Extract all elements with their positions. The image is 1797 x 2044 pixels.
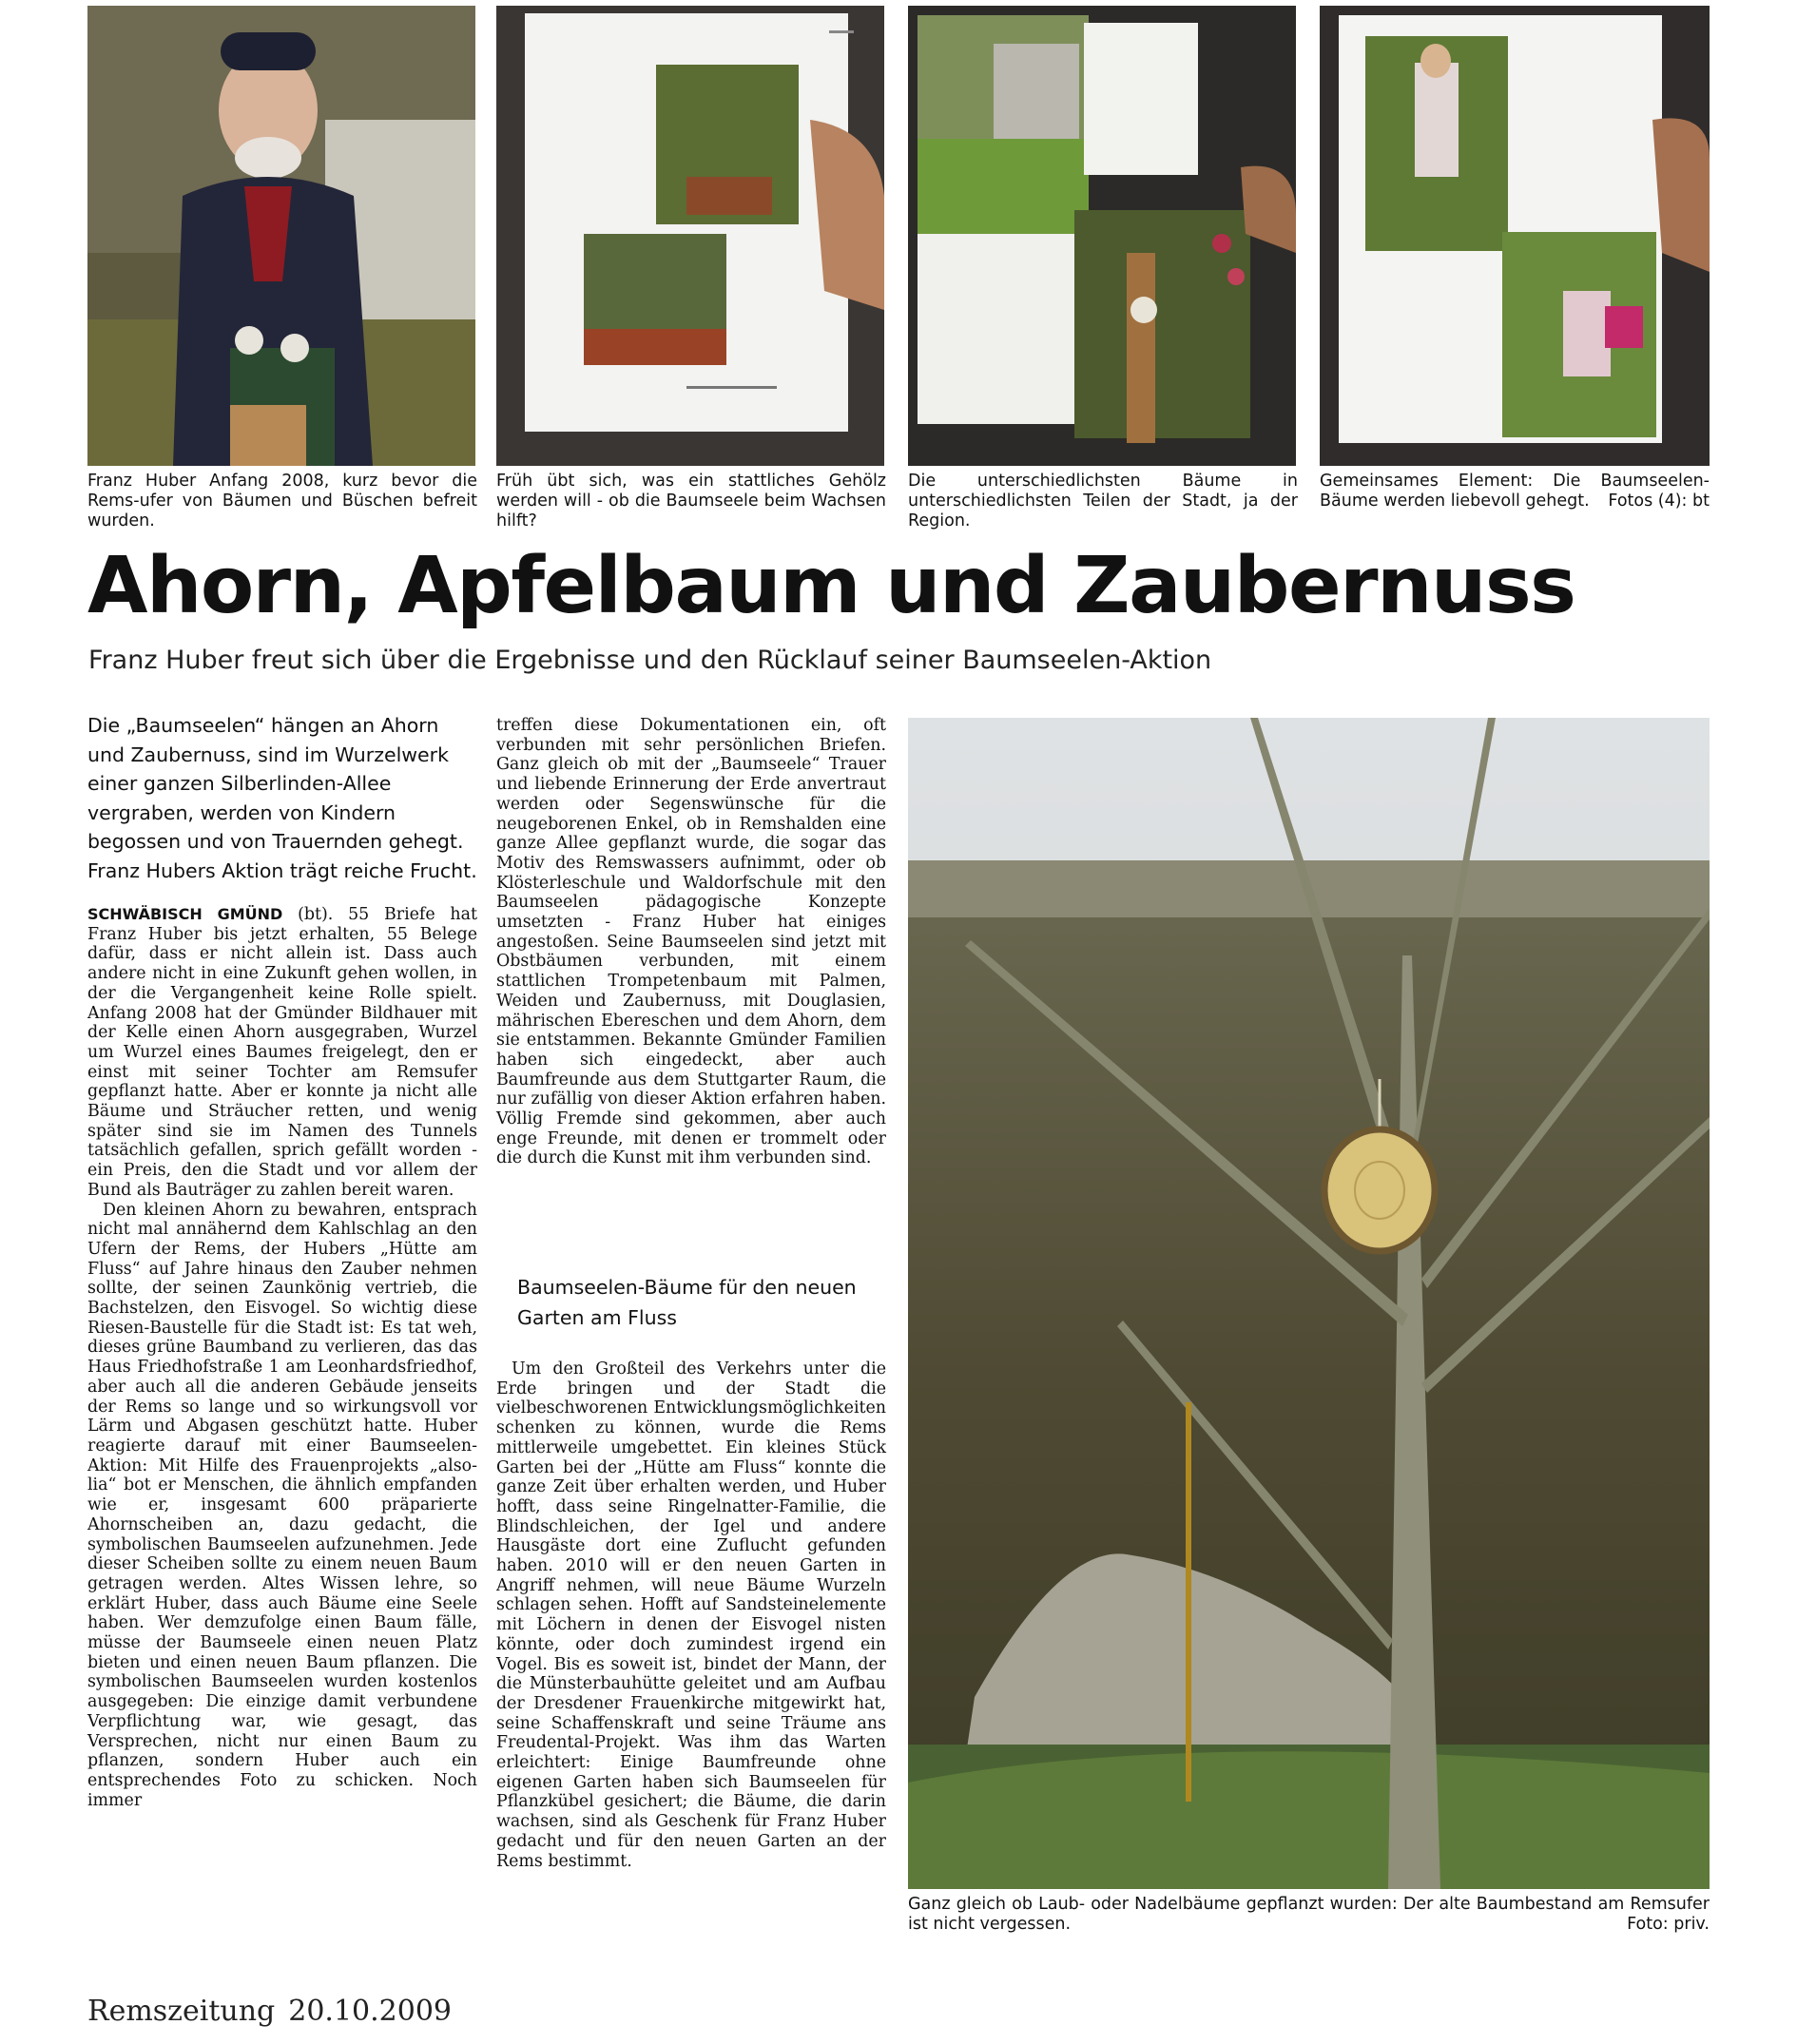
paragraph: treffen diese Dokumentationen ein, oft verbunden mit sehr persönlichen Briefen. Ganz gleich ob mit der „Baumseele“ Trauer und liebende Erinnerung der Erde anvertraut werden oder Segenswünsche für die neugeborenen Enkel, ob in Remshalden eine ganze Allee gepflanzt wurde, die sogar das Motiv des Remswassers aufnimmt, oder ob Klösterleschule und Waldorfschule mit den Baumseelen pädagogische Konzepte umsetzten - Franz Huber hat einiges angestoßen. Seine Baumseelen sind jetzt mit Obstbäumen verbunden, mit einem stattlichen Trompetenbaum mit Palmen, Weiden und Zaubernuss, mit Douglasien, mährischen Ebereschen und dem Ahorn, dem sie entstammen. Bekannte Gmünder Familien haben sich eingedeckt, aber auch Baumfreunde aus dem Stuttgarter Raum, die nur zufällig von dieser Aktion erfahren haben. Völlig Fremde sind gekommen, aber auch enge Freunde, mit denen er trommelt oder die durch die Kunst mit ihm verbunden sind. bbox=[496, 716, 886, 1168]
photo-caption-3: Die unterschiedlichsten Bäume in unterschiedlichsten Teilen der Stadt, ja der Region. bbox=[908, 472, 1298, 530]
section-subtitle: Baumseelen-Bäume für den neuen Garten am Fluss bbox=[517, 1276, 857, 1329]
article-column-2 bbox=[496, 716, 886, 1168]
photo-credit: Fotos (4): bt bbox=[1608, 492, 1710, 511]
photo-caption-1: Franz Huber Anfang 2008, kurz bevor die Rems-ufer von Bäumen und Büschen befreit wurden. bbox=[87, 472, 477, 530]
headline: Ahorn, Apfelbaum und Zaubernuss bbox=[87, 541, 1575, 631]
big-photo-credit: Foto: priv. bbox=[1627, 1915, 1710, 1934]
dateline: SCHWÄBISCH GMÜND bbox=[87, 905, 283, 923]
article-column-2-cont bbox=[496, 1359, 886, 1871]
subheadline: Franz Huber freut sich über die Ergebnisse und den Rücklauf seiner Baumseelen-Aktion bbox=[88, 646, 1212, 675]
paragraph: Um den Großteil des Verkehrs unter die Erde bringen und der Stadt die vielbeschworenen Entwicklungsmöglichkeiten schenken zu können, wurde die Rems mittlerweile umgebettet. Ein kleines Stück Garten bei der „Hütte am Fluss“ konnte die ganze Zeit über erhalten werden, und Huber hofft, dass seine Ringelnatter-Familie, die Blindschleichen, der Igel und andere Hausgäste dort eine Zuflucht gefunden haben. 2010 will er den neuen Garten in Angriff nehmen, will neue Bäume Wurzeln schlagen sehen. Hofft auf Sandsteinelemente mit Löchern in denen der Eisvogel nisten könnte, oder doch zumindest irgend ein Vogel. Bis es soweit ist, bindet der Mann, der die Münsterbauhütte geleitet und am Aufbau der Dresdener Frauenkirche mitgewirkt hat, seine Schaffenskraft und seine Träume ans Freudental-Projekt. Was ihm das Warten erleichtert: Einige Baumfreunde ohne eigenen Garten haben sich Baumseelen für Pflanzkübel gesichert; die Bäume, die darin wachsen, sind als Geschenk für Franz Huber gedacht und für den neuen Garten an der Rems bestimmt. bbox=[496, 1359, 886, 1871]
photo-album-page-1 bbox=[496, 6, 884, 466]
article-column-1 bbox=[87, 905, 477, 1810]
publication-date: 20.10.2009 bbox=[288, 1995, 453, 2028]
photo-album-page-3 bbox=[1320, 6, 1710, 466]
lead-paragraph: Die „Baumseelen“ hängen an Ahorn und Zaubernuss, sind im Wurzelwerk einer ganzen Silberlinden-Allee vergraben, werden von Kindern begossen und von Trauernden gehegt. Franz Hubers Aktion trägt reiche Frucht. bbox=[87, 714, 477, 882]
publication-footer bbox=[87, 1995, 465, 2028]
photo-caption-2: Früh übt sich, was ein stattliches Gehölz werden will - ob die Baumseele beim Wachsen hilft? bbox=[496, 472, 886, 530]
publication-name: Remszeitung bbox=[87, 1995, 276, 2028]
photo-caption-4: Gemeinsames Element: Die Baumseelen-Bäume werden liebevoll gehegt. Fotos (4): bt bbox=[1320, 472, 1710, 511]
photo-tree-with-disc bbox=[908, 718, 1710, 1889]
photo-franz-huber bbox=[87, 6, 475, 466]
photo-album-page-2 bbox=[908, 6, 1296, 466]
paragraph: Den kleinen Ahorn zu bewahren, entsprach nicht mal annähernd dem Kahlschlag an den Ufern der Rems, der Hubers „Hütte am Fluss“ auf Jahre hinaus den Zauber nehmen sollte, der seinen Zaunkönig vertrieb, die Bachstelzen, den Eisvogel. So wichtig diese Riesen-Baustelle für die Stadt ist: Es tat weh, dieses grüne Baumband zu verlieren, das das Haus Friedhofstraße 1 am Leonhardsfriedhof, aber auch all die anderen Gebäude jenseits der Rems so lange und so wirkungsvoll vor Lärm und Abgasen geschützt hatte. Huber reagierte darauf mit einer Baumseelen-Aktion: Mit Hilfe des Frauenprojekts „also-lia“ bot er Menschen, die ähnlich empfanden wie er, insgesamt 600 präparierte Ahornscheiben an, dazu gedacht, die symbolischen Baumseelen aufzunehmen. Jede dieser Scheiben sollte zu einem neuen Baum getragen werden. Altes Wissen lehre, so erklärt Huber, dass auch Bäume eine Seele haben. Wer demzufolge einen Baum fälle, müsse der Baumseele einen neuen Platz bieten und einen neuen Baum pflanzen. Die symbolischen Baumseelen wurden kostenlos ausgegeben: Die einzige damit verbundene Verpflichtung war, wie gesagt, das Versprechen, nicht nur einen Baum zu pflanzen, sondern Huber auch ein entsprechendes Foto zu schicken. Noch immer bbox=[87, 1200, 477, 1810]
paragraph: SCHWÄBISCH GMÜND (bt). 55 Briefe hat Franz Huber bis jetzt erhalten, 55 Belege dafür, dass er nicht allein ist. Dass auch andere nicht in eine Zukunft gehen wollen, in der die Vergangenheit keine Rolle spielt. Anfang 2008 hat der Gmünder Bildhauer mit der Kelle einen Ahorn ausgegraben, Wurzel um Wurzel eines Baumes freigelegt, den er einst mit seiner Tochter am Remsufer gepflanzt hatte. Aber er konnte ja nicht alle Bäume und Sträucher retten, und wenig später sind sie im Namen des Tunnels tatsächlich gefallen, sprich gefällt worden - ein Preis, den die Stadt und vor allem der Bund als Bauträger zu zahlen bereit waren. bbox=[87, 905, 477, 1200]
big-photo-caption: Ganz gleich ob Laub- oder Nadelbäume gepflanzt wurden: Der alte Baumbestand am Remsufer ist nicht vergessen. Foto: priv. bbox=[908, 1895, 1710, 1934]
